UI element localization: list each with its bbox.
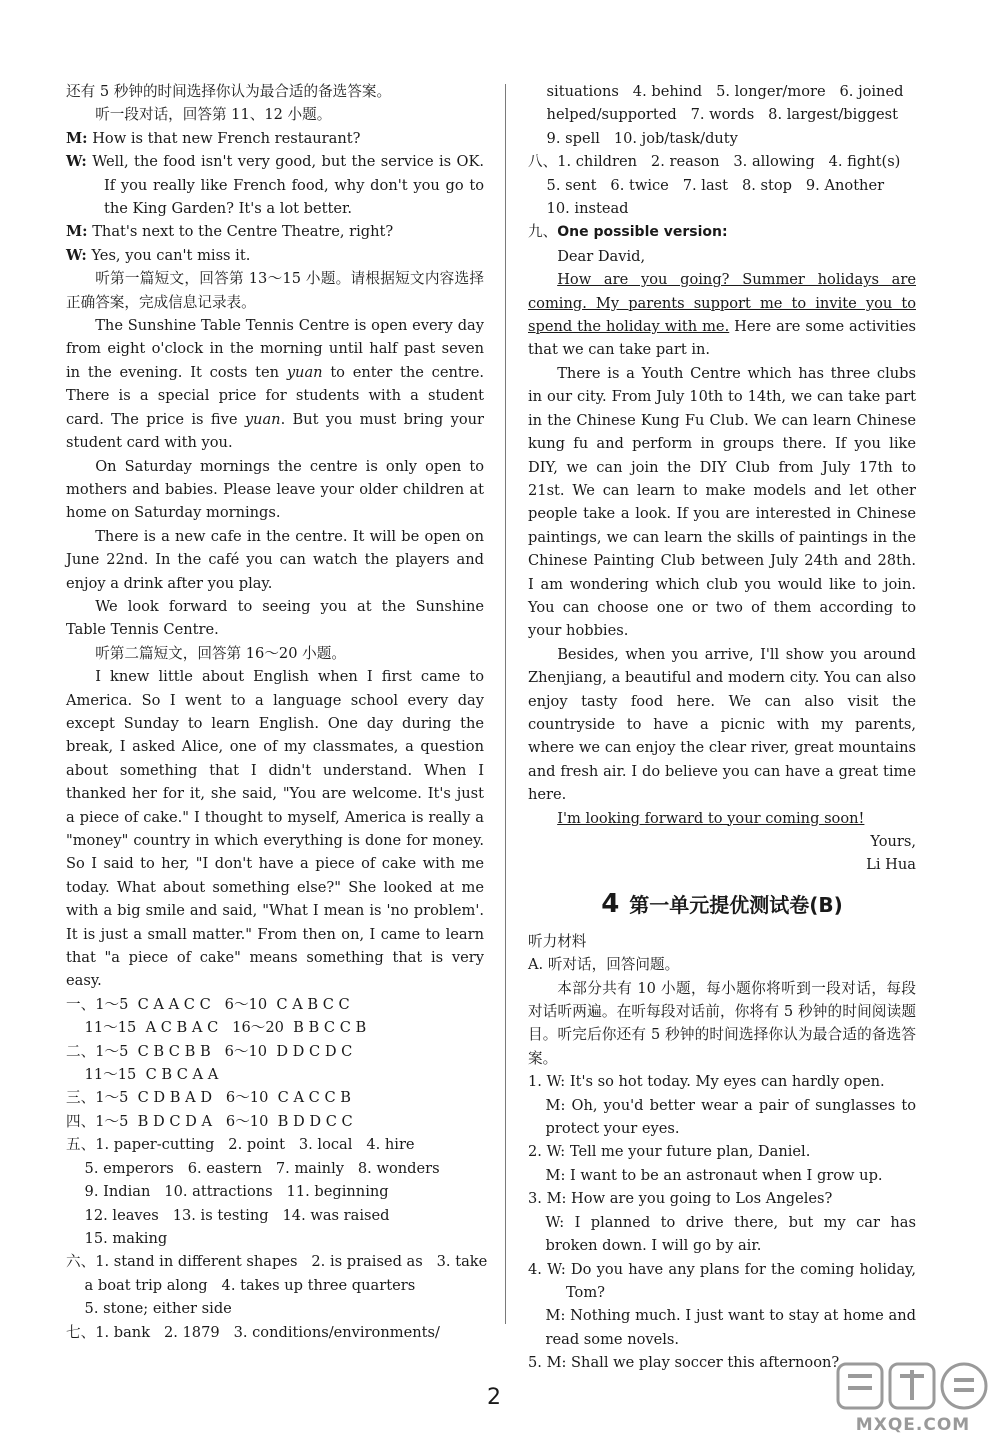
answer-line: 七、1. bank 2. 1879 3. conditions/environments/ — [66, 1323, 440, 1341]
question-reply: M: Oh, you'd better wear a pair of sunglasses to protect your eyes. — [545, 1096, 916, 1138]
dialogue-line — [66, 150, 484, 220]
dialogue-text: Well, the food isn't very good, but the service is OK. If you really like French food, why don't you go to the King Garden? It's a lot better. — [92, 153, 485, 218]
watermark-stroke — [848, 1374, 872, 1378]
dialogue-line — [66, 220, 484, 243]
answer-line: 10. instead — [528, 200, 629, 218]
answer-line: 11～15 C B C A A — [66, 1066, 219, 1084]
instruction-text: 本部分共有 10 小题，每小题你将听到一段对话，每段对话听两遍。在听每段对话前，你将有 5 秒钟的时间阅读题目。听完后你还有 5 秒钟的时间选择你认为最合适的备选答案。 — [528, 979, 916, 1067]
subheading: A. 听对话，回答问题。 — [528, 956, 680, 974]
watermark-stroke — [954, 1388, 974, 1392]
passage-paragraph: I knew little about English when I first came to America. So I went to a language school every day except Sunday to learn English. One day during the break, I asked Alice, one of my classmates, a question about something that I didn't understand. When I thanked her for it, she said, "You are welcome. It's just a piece of cake." I thought to myself, America is really a "money" country in which everything is done for money. So I said to her, "I don't have a piece of cake with me today. What about something else?" She looked at me with a big smile and said, "What I mean is 'no problem'. It is just a small matter." From then on, I came to learn that "a piece of cake" means something that is very easy. — [66, 668, 484, 990]
right-column — [528, 80, 916, 1375]
italic-word: yuan — [286, 363, 323, 381]
letter-signoff: Yours, — [870, 833, 916, 850]
underlined-text: I'm looking forward to your coming soon! — [557, 809, 865, 827]
speaker-label: M: — [66, 223, 88, 241]
watermark-circle — [942, 1364, 986, 1408]
section-title-text: 第一单元提优测试卷(B) — [629, 892, 843, 917]
answer-line: 11～15 A C B A C 16～20 B B C C B — [66, 1019, 367, 1037]
answer-line: 一、1～5 C A A C C 6～10 C A B C C — [66, 995, 350, 1013]
passage-text: . But you must bring your student card with you. — [66, 410, 484, 452]
italic-word: yuan — [244, 410, 281, 428]
answer-line: situations 4. behind 5. longer/more 6. joined — [528, 83, 904, 100]
answer-line: helped/supported 7. words 8. largest/biggest — [528, 106, 898, 124]
section-number: 4 — [601, 888, 620, 919]
dialogue-line — [66, 244, 484, 267]
question-reply: M: Nothing much. I just want to stay at home and read some novels. — [545, 1307, 916, 1348]
answer-line: 9. Indian 10. attractions 11. beginning — [66, 1183, 389, 1201]
letter-paragraph: Besides, when you arrive, I'll show you around Zhenjiang, a beautiful and modern city. You can also enjoy tasty food here. We can also visit the countryside to have a picnic with my parents, where we can enjoy the clear river, great mountains and fresh air. I do believe you can have a great time here. — [528, 645, 916, 804]
answer-line: 六、1. stand in different shapes 2. is praised as 3. take — [66, 1253, 488, 1271]
essay-heading — [528, 220, 916, 244]
answer-line: 八、1. children 2. reason 3. allowing 4. fight(s) — [528, 153, 901, 171]
watermark-stroke — [954, 1378, 974, 1382]
answer-line: 5. sent 6. twice 7. last 8. stop 9. Another — [528, 176, 885, 194]
answer-line: 二、1～5 C B C B B 6～10 D D C D C — [66, 1042, 353, 1060]
version-label: One possible version: — [557, 224, 728, 241]
dialogue-text: Yes, you can't miss it. — [91, 246, 251, 264]
question-reply: M: I want to be an astronaut when I grow up. — [545, 1166, 883, 1184]
answer-line: 5. emperors 6. eastern 7. mainly 8. wonders — [66, 1159, 440, 1177]
watermark-stroke — [848, 1386, 872, 1390]
watermark-site-text: MXQE.COM — [855, 1415, 971, 1435]
answer-line: 四、1～5 B D C D A 6～10 B D D C C — [66, 1112, 353, 1130]
passage-paragraph: We look forward to seeing you at the Sunshine Table Tennis Centre. — [66, 597, 484, 639]
answer-line: 15. making — [66, 1229, 168, 1247]
watermark-logo — [832, 1360, 994, 1436]
passage-text: The Sunshine Table Tennis Centre is open every day from eight o'clock in the morning until half past seven in the evening. It costs ten — [66, 317, 484, 381]
section-title — [528, 889, 916, 920]
question-line: 2. W: Tell me your future plan, Daniel. — [528, 1143, 811, 1161]
underlined-text: How are you going? Summer holidays are coming. My parents support me to invite you to spend the holiday with me. — [528, 271, 916, 336]
letter-paragraph: There is a Youth Centre which has three clubs in our city. From July 10th to 14th, we can take part in the Chinese Kung Fu Club. We can learn Chinese kung fu and perform in groups there. If you like DIY, we can join the DIY Club from July 17th to 21st. We can learn to make models and let other people take a look. If you are interested in Chinese paintings, we can learn the skills of paintings in the Chinese Painting Club between July 24th and 28th. I am wondering which club you would like to join. You can choose one or two of them according to your hobbies. — [528, 364, 916, 640]
question-reply: W: I planned to drive there, but my car has broken down. I will go by air. — [545, 1213, 916, 1255]
instruction-text: 听第二篇短文，回答第 16～20 小题。 — [95, 644, 346, 662]
passage-paragraph — [66, 314, 484, 454]
question-line: 5. M: Shall we play soccer this afternoon? — [528, 1354, 840, 1372]
page-number: 2 — [487, 1385, 501, 1410]
instruction-text: 听第一篇短文，回答第 13～15 小题。请根据短文内容选择正确答案，完成信息记录表。 — [66, 270, 484, 311]
dialogue-text: That's next to the Centre Theatre, right? — [92, 223, 394, 241]
column-divider — [505, 84, 506, 1324]
answer-line: 9. spell 10. job/task/duty — [528, 129, 738, 147]
instruction-text: 还有 5 秒钟的时间选择你认为最合适的备选答案。 — [66, 83, 392, 100]
answer-line: 三、1～5 C D B A D 6～10 C A C C B — [66, 1089, 351, 1107]
letter-signature: Li Hua — [866, 856, 916, 874]
question-line: 4. W: Do you have any plans for the coming holiday, Tom? — [528, 1260, 916, 1301]
answer-line: 五、1. paper-cutting 2. point 3. local 4. hire — [66, 1136, 415, 1154]
watermark-stroke — [910, 1370, 914, 1400]
speaker-label: W: — [66, 153, 87, 171]
letter-closing-line — [528, 807, 916, 830]
passage-paragraph: There is a new cafe in the centre. It will be open on June 22nd. In the café you can watch the players and enjoy a drink after you play. — [66, 527, 484, 592]
passage-text: to enter the centre. There is a special price for students with a student card. The price is five — [66, 363, 484, 428]
question-line: 3. M: How are you going to Los Angeles? — [528, 1190, 833, 1208]
letter-text: Here are some activities that we can take part in. — [528, 318, 916, 359]
instruction-text: 听一段对话，回答第 11、12 小题。 — [95, 106, 332, 124]
dialogue-line — [66, 127, 484, 150]
answer-line: 5. stone; either side — [66, 1300, 232, 1318]
letter-paragraph — [528, 268, 916, 362]
speaker-label: M: — [66, 129, 88, 147]
subheading: 听力材料 — [528, 932, 587, 950]
answer-line: a boat trip along 4. takes up three quarters — [66, 1276, 416, 1294]
speaker-label: W: — [66, 246, 87, 264]
section-marker: 九、 — [528, 223, 558, 241]
answer-line: 12. leaves 13. is testing 14. was raised — [66, 1206, 390, 1224]
letter-greeting: Dear David, — [557, 247, 646, 265]
left-column — [66, 80, 488, 1344]
dialogue-text: How is that new French restaurant? — [92, 129, 361, 147]
passage-paragraph: On Saturday mornings the centre is only open to mothers and babies. Please leave your older children at home on Saturday mornings. — [66, 457, 484, 522]
question-line: 1. W: It's so hot today. My eyes can hardly open. — [528, 1073, 885, 1091]
